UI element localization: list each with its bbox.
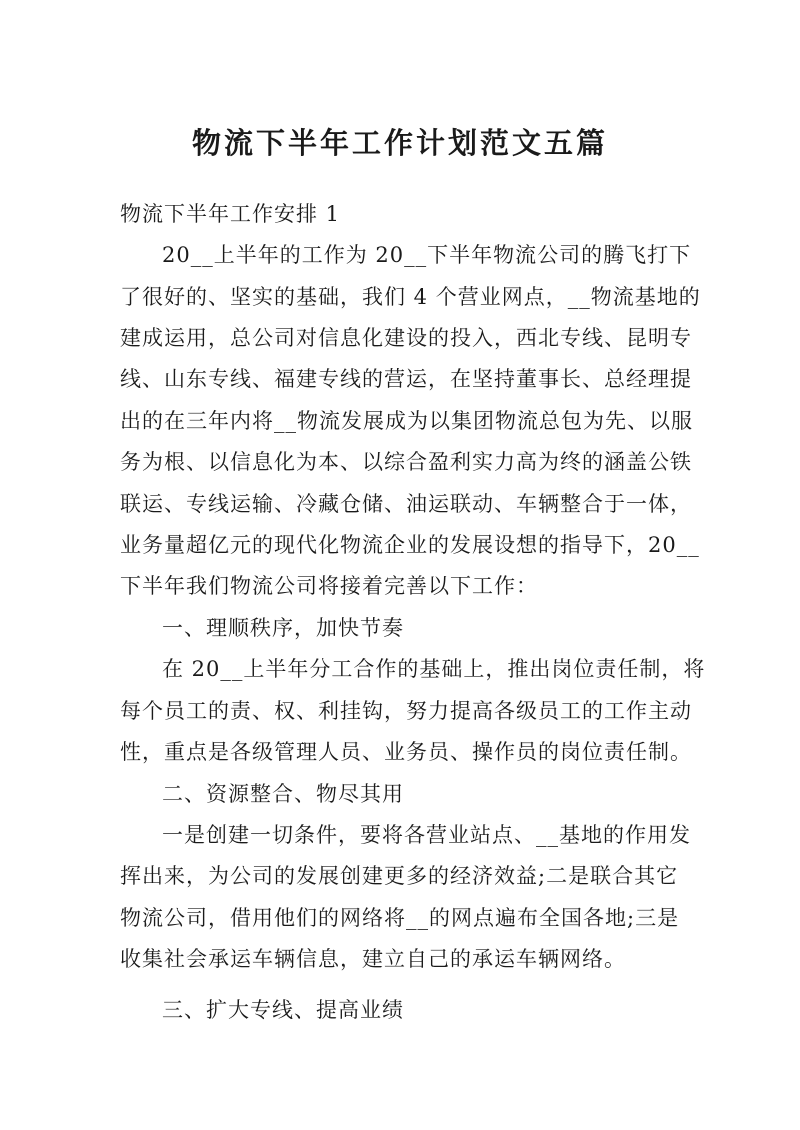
paragraph-line: 联运、专线运输、冷藏仓储、油运联动、车辆整合于一体， [120, 492, 692, 516]
paragraph-line: 性，重点是各级管理人员、业务员、操作员的岗位责任制。 [120, 740, 692, 764]
paragraph-line: 挥出来，为公司的发展创建更多的经济效益;二是联合其它 [120, 864, 679, 888]
paragraph-line: 每个员工的责、权、利挂钩，努力提高各级员工的工作主动 [120, 699, 692, 723]
subheading: 二、资源整合、物尽其用 [162, 782, 404, 806]
paragraph-line: 了很好的、坚实的基础，我们 4 个营业网点，__物流基地的 [120, 285, 701, 309]
subheading: 一、理顺秩序，加快节奏 [162, 616, 404, 640]
paragraph-line: 建成运用，总公司对信息化建设的投入，西北专线、昆明专 [120, 326, 692, 350]
paragraph-line: 业务量超亿元的现代化物流企业的发展设想的指导下，20__ [120, 533, 700, 557]
paragraph-line: 务为根、以信息化为本、以综合盈利实力高为终的涵盖公铁 [120, 450, 692, 474]
paragraph-line: 在 20__上半年分工合作的基础上，推出岗位责任制，将 [162, 657, 706, 681]
paragraph-line: 线、山东专线、福建专线的营运，在坚持董事长、总经理提 [120, 367, 692, 391]
section-heading: 物流下半年工作安排 1 [120, 202, 341, 226]
paragraph-line: 一是创建一切条件，要将各营业站点、__基地的作用发 [162, 823, 691, 847]
paragraph-line: 出的在三年内将__物流发展成为以集团物流总包为先、以服 [120, 409, 693, 433]
subheading: 三、扩大专线、提高业绩 [162, 998, 404, 1022]
document-title: 物流下半年工作计划范文五篇 [191, 126, 608, 160]
paragraph-line: 物流公司，借用他们的网络将__的网点遍布全国各地;三是 [120, 906, 680, 930]
paragraph-line: 20__上半年的工作为 20__下半年物流公司的腾飞打下 [162, 243, 692, 267]
paragraph-line: 下半年我们物流公司将接着完善以下工作： [120, 574, 538, 598]
paragraph-line: 收集社会承运车辆信息，建立自己的承运车辆网络。 [120, 947, 626, 971]
